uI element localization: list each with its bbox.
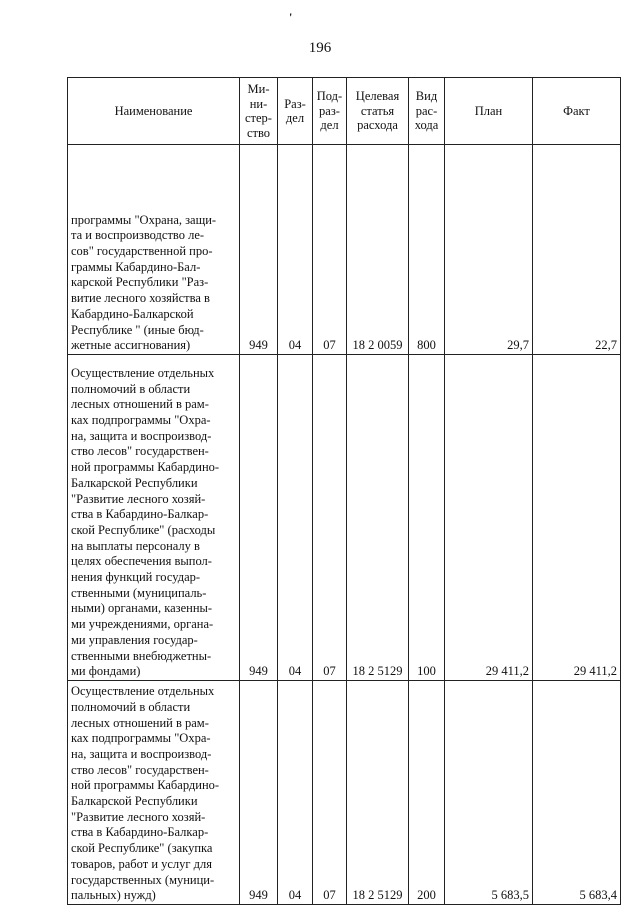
row-subsection: 07 xyxy=(313,145,347,355)
row-name: программы "Охрана, защи- та и воспроизводство ле- сов" государственной про- граммы Кабардино-Бал- карской Республики "Раз- витие лесного хозяйства в Кабардино-Балкарской Республике " (иные бюд- жетные ассигнования) xyxy=(68,145,240,355)
row-expense-type: 800 xyxy=(409,145,445,355)
table-row xyxy=(68,681,621,905)
header-ministry: Ми- ни- стер- ство xyxy=(240,78,278,145)
row-expense-type: 200 xyxy=(409,681,445,905)
row-section: 04 xyxy=(278,681,313,905)
header-row xyxy=(68,78,621,145)
row-fact: 22,7 xyxy=(533,145,621,355)
row-name: Осуществление отдельных полномочий в области лесных отношений в рам- ках подпрограммы "Охра- на, защита и воспроизвод- ство лесов" государствен- ной программы Кабардино- Балкарской Республики "Развитие лесного хозяй- ства в Кабардино-Балкар- ской Республике" (расходы на выплаты персоналу в целях обеспечения выпол- нения функций государ- ственными (муниципаль- ными) органами, казенны- ми учреждениями, органа- ми управления государ- ственными внебюджетны- ми фондами) xyxy=(68,355,240,681)
row-ministry: 949 xyxy=(240,145,278,355)
header-target: Целевая статья расхода xyxy=(347,78,409,145)
row-expense-type: 100 xyxy=(409,355,445,681)
row-fact: 5 683,4 xyxy=(533,681,621,905)
row-fact: 29 411,2 xyxy=(533,355,621,681)
table-row xyxy=(68,145,621,355)
row-ministry: 949 xyxy=(240,681,278,905)
row-target: 18 2 0059 xyxy=(347,145,409,355)
table-row xyxy=(68,355,621,681)
row-subsection: 07 xyxy=(313,355,347,681)
row-subsection: 07 xyxy=(313,681,347,905)
row-ministry: 949 xyxy=(240,355,278,681)
header-subsection: Под- раз- дел xyxy=(313,78,347,145)
row-plan: 5 683,5 xyxy=(445,681,533,905)
row-plan: 29,7 xyxy=(445,145,533,355)
row-section: 04 xyxy=(278,355,313,681)
row-target: 18 2 5129 xyxy=(347,355,409,681)
page-number: 196 xyxy=(308,40,332,56)
row-plan: 29 411,2 xyxy=(445,355,533,681)
header-name: Наименование xyxy=(68,78,240,145)
row-target: 18 2 5129 xyxy=(347,681,409,905)
row-section: 04 xyxy=(278,145,313,355)
row-name: Осуществление отдельных полномочий в области лесных отношений в рам- ках подпрограммы "Охра- на, защита и воспроизвод- ство лесов" государствен- ной программы Кабардино- Балкарской Республики "Развитие лесного хозяй- ства в Кабардино-Балкар- ской Республике" (закупка товаров, работ и услуг для государственных (муници- пальных) нужд) xyxy=(68,681,240,905)
header-expense-type: Вид рас- хода xyxy=(409,78,445,145)
header-plan: План xyxy=(445,78,533,145)
header-section: Раз- дел xyxy=(278,78,313,145)
header-fact: Факт xyxy=(533,78,621,145)
scan-mark: ' xyxy=(289,10,293,24)
budget-table xyxy=(67,77,621,905)
